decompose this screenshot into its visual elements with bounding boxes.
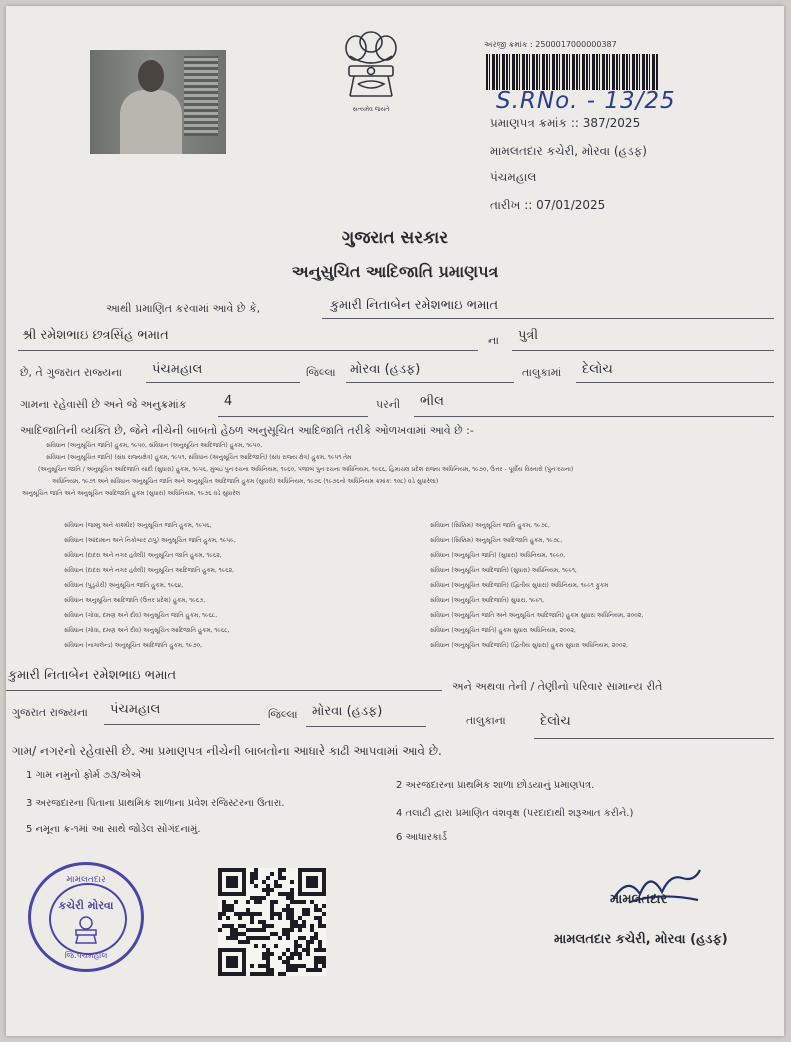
barcode xyxy=(486,54,658,90)
district-value-2: પંચમહાલ xyxy=(110,702,161,717)
seal-text-bottom: જિ.પંચમહાલ xyxy=(64,951,108,960)
serial-value: 4 xyxy=(224,394,233,409)
field-underline xyxy=(534,738,774,739)
document-item: 5 નમૂના ક્ર-૧માં આ સાથે જોડેલ સોગંદનામું. xyxy=(26,824,201,835)
seal-text-top: મામલતદાર xyxy=(66,875,106,885)
field-underline xyxy=(104,724,260,725)
field-underline xyxy=(414,416,774,417)
district-label-2: જિલ્લા xyxy=(268,708,298,721)
fine-print-line: સંવિધાન (અનુસૂચિત આદિજાતિ) સુધારા, ૧૯૯૧, xyxy=(430,597,544,604)
tribe-statement: આદિજાતિની વ્યક્તિ છે, જેને નીચેની બાબતો હેઠળ અનુસૂચિત આદિજાતિ તરીકે ઓળખવામાં આવે છે :- xyxy=(20,424,474,437)
village-value: દેલોચ xyxy=(582,362,613,377)
issue-date: તારીખ :: 07/01/2025 xyxy=(490,198,606,212)
fine-print-line: સંવિધાન (આંદામાન અને નિકોબાર ટાપુ) અનુસૂચિત જાતિ હુકમ, ૧૯૫૯, xyxy=(64,537,236,544)
fine-print-line: સંવિધાન (સિક્કિમ) અનુસૂચિત આદિજાતિ હુકમ, ૧૯૭૮, xyxy=(430,537,563,544)
field-underline xyxy=(18,350,478,351)
of-label: પરની xyxy=(376,398,401,411)
office-seal-stamp xyxy=(28,862,144,972)
fine-print-line: સંવિધાન (દાદરા અને નગર હવેલી) અનુસૂચિત જાતિ હુકમ, ૧૯૬૨, xyxy=(64,552,222,559)
taluka-label-2: તાલુકાના xyxy=(466,714,506,727)
taluka-value: મોરવા (હડફ) xyxy=(350,362,421,377)
fine-print-line: સંવિધાન (દાદરા અને નગર હવેલી) અનુસૂચિત આદિજાતિ હુકમ, ૧૯૬૨, xyxy=(64,567,235,574)
fine-print-right-column xyxy=(430,522,776,657)
second-beneficiary-name: કુમારી નિતાબેન રમેશભાઇ ભમાત xyxy=(8,668,177,683)
government-title: ગુજરાત સરકાર xyxy=(341,228,449,248)
fine-print-line: સંવિધાન (સિક્કિમ) અનુસૂચિત જાતિ હુકમ, ૧૯૭૮, xyxy=(430,522,550,529)
applicant-photo xyxy=(90,50,226,154)
taluka-value-2: મોરવા (હડફ) xyxy=(312,704,383,719)
father-name: શ્રી રમેશભાઇ છત્રસિંહ ભમાત xyxy=(22,328,169,343)
certificate-title: અનુસુચિત આદિજાતિ પ્રમાણપત્ર xyxy=(291,262,499,281)
field-underline xyxy=(322,318,774,319)
fine-print-line: સંવિધાન (અનુસૂચિત જાતિ અને અનુસૂચિત આદિજાતિ) હુકમ સુધારા અધિનિયમ, ૨૦૦૨, xyxy=(430,612,644,619)
seal-text-middle: કચેરી મોરવા xyxy=(58,899,114,912)
field-underline xyxy=(6,690,442,691)
fine-print-line: સંવિધાન (નાગાલેન્ડ) અનુસૂચિત આદિજાતિ હુકમ, ૧૯૭૦, xyxy=(64,642,203,649)
field-underline xyxy=(346,382,514,383)
signatory-designation: મામલતદાર xyxy=(610,892,668,907)
field-underline xyxy=(306,726,426,727)
handwritten-serial: S.RNo. - 13/25 xyxy=(496,88,676,114)
resident-statement: ગામ/ નગરનો રહેવાસી છે. આ પ્રમાણપત્ર નીચેની બાબતોના આધારે કાઢી આપવામાં આવે છે. xyxy=(12,744,442,758)
seal-emblem-icon xyxy=(69,915,103,945)
taluka-label: તાલુકામાં xyxy=(522,366,562,379)
qr-code xyxy=(218,868,326,976)
beneficiary-name: કુમારી નિતાબેન રમેશભાઇ ભમાત xyxy=(330,298,499,313)
fine-print-line: અધિનિયમ, ૧૯૭૧ અને સંવિધાન અનુસૂચિત જાતિ અને અનુસૂચિત આદિજાતિ હુકમ (સુધારો) અધિનિયમ, ૧૯૭૬ (૧૯૭૬નો અધિનિયમ ક્રમાંક: ૧૦૮) વડે સુધારેલા) xyxy=(52,478,439,485)
issuing-district: પંચમહાલ xyxy=(490,170,537,184)
certificate-number: પ્રમાણપત્ર ક્રમાંક :: 387/2025 xyxy=(490,116,641,130)
state-label-2: ગુજરાત રાજ્યના xyxy=(12,706,88,719)
fine-print-line: સંવિધાન (અનુસૂચિત જાતિ) (સંઘ રાજ્યક્ષેત્ર) હુકમ, ૧૯૫૧, સંવિધાન (અનુસૂચિત આદિજાતિ) (સંઘ રાજ્ય ક્ષેત્ર) હુકમ, ૧૯૫૧ તેમ xyxy=(46,454,352,461)
fine-print-line: (અનુસૂચિત જાતિ / અનુસૂચિત આદિજાતિ યાદી (સુધારા) હુકમ, ૧૯૫૬, મુંબઇ પુનઃરચના અધિનિયમ, ૧૯૬૦, પંજાબ પુનઃરચના અધિનિયમ, ૧૯૬૬, હિમાચલ પ્રદેશ રાજ્ય અધિનિયમ, ૧૯૭૦, ઉત્તર - પૂર્વીય વિસ્તારો (પુનઃરચના) xyxy=(38,466,574,473)
relation-value: પુત્રી xyxy=(518,328,539,343)
tribe-value: ભીલ xyxy=(420,394,444,409)
fine-print-line: સંવિધાન (અનુસૂચિત જાતિ) હુકમ સુધારા અધિનિયમ, ૨૦૦૨, xyxy=(430,627,576,634)
state-label: છે, તે ગુજરાત રાજ્યના xyxy=(20,366,123,379)
fine-print-paragraph xyxy=(22,442,776,502)
fine-print-line: સંવિધાન (જમ્મુ અને કાશ્મીર) અનુસૂચિત જાતિ હુકમ, ૧૯૫૬, xyxy=(64,522,212,529)
fine-print-line: અનુસૂચિત જાતિ અને અનુસૂચિત આદિજાતિ હુકમ (સુધારા) અધિનિયમ, ૧૯૭૬ વડે સુધારેલ xyxy=(22,490,241,497)
fine-print-line: સંવિધાન (પુડુચેરી) અનુસૂચિત જાતિ હુકમ, ૧૯૬૪, xyxy=(64,582,184,589)
na-label: ના xyxy=(488,334,499,347)
emblem-motto: સત્યમેવ જયતે xyxy=(352,106,390,113)
fine-print-line: સંવિધાન (ગોવા, દમણ અને દીવ) અનુસૂચિત જાતિ હુકમ, ૧૯૬૮, xyxy=(64,612,218,619)
fine-print-line: સંવિધાન (અનુસૂચિત આદિજાતિ) (દ્વિતીય સુધારા) હુકમ સુધારા અધિનિયમ, ૨૦૦૨, xyxy=(430,642,628,649)
district-value: પંચમહાલ xyxy=(152,362,203,377)
document-item: 2 અરજદારના પ્રાથમિક શાળા છોડયાનું પ્રમાણપત્ર. xyxy=(396,780,595,791)
field-underline xyxy=(512,350,774,351)
document-item: 4 તલાટી દ્વારા પ્રમાણિત વંશવૃક્ષ (પરદાદાથી શરૂઆત કરીને.) xyxy=(396,808,634,819)
fine-print-line: સંવિધાન (ગોવા, દમણ અને દીવ) અનુસૂચિત આદિજાતિ હુકમ, ૧૯૬૮, xyxy=(64,627,230,634)
fine-print-line: સંવિધાન અનુસૂચિત આદિજાતિ (ઉત્તર પ્રદેશ) હુકમ, ૧૯૬૭, xyxy=(64,597,206,604)
document-item: 3 અરજદારના પિતાના પ્રાથમિક શાળાના પ્રવેશ રજિસ્ટરના ઉતારા. xyxy=(26,798,285,809)
field-underline xyxy=(218,416,368,417)
field-underline xyxy=(576,382,774,383)
national-emblem-icon xyxy=(336,26,406,118)
fine-print-left-column xyxy=(64,522,394,657)
family-statement: અને અથવા તેની / તેણીનો પરિવાર સામાન્ય રીતે xyxy=(452,680,663,693)
document-item: 1 ગામ નમુનો ફોર્મ ૭૩/એએ xyxy=(26,770,142,781)
district-label: જિલ્લા xyxy=(306,366,336,379)
certify-intro: આથી પ્રમાણિત કરવામાં આવે છે કે, xyxy=(106,302,261,315)
village-value-2: દેલોચ xyxy=(540,714,571,729)
fine-print-line: સંવિધાન (અનુસૂચિત આદિજાતિ) (દ્વિતીય સુધારા) અધિનિયમ, ૧૯૯૧ ફુકમ xyxy=(430,582,609,589)
resident-label: ગામના રહેવાસી છે અને જે અનુક્રમાંક xyxy=(20,398,187,411)
fine-print-line: સંવિધાન (અનુસૂચિત આદિજાતિ) (સુધારા) અધિનિયમ, ૧૯૯૧, xyxy=(430,567,577,574)
signatory-office: મામલતદાર કચેરી, મોરવા (હડફ) xyxy=(554,932,728,947)
application-number: અરજી ક્રમાંક : 2500017000000387 xyxy=(484,40,617,49)
issuing-office: મામલતદાર કચેરી, મોરવા (હડફ) xyxy=(490,144,647,158)
document-item: 6 આધારકાર્ડ xyxy=(396,832,447,843)
fine-print-line: સંવિધાન (અનુસૂચિત જાતિ) (સુધારા) અધિનિયમ, ૧૯૯૦, xyxy=(430,552,566,559)
field-underline xyxy=(146,382,300,383)
certificate-page xyxy=(6,6,784,1036)
fine-print-line: સંવિધાન (અનુસૂચિત જાતિ) હુકમ, ૧૯૫૦, સંવિધાન (અનુસૂચિત આદિજાતિ) હુકમ, ૧૯૫૦, xyxy=(46,442,263,449)
